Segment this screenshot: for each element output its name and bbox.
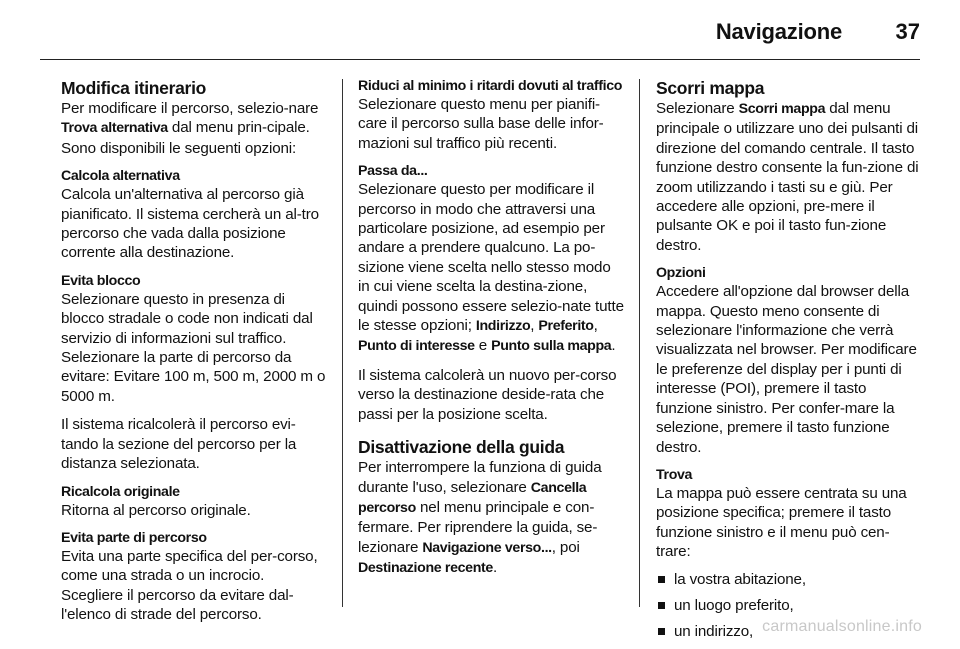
- paragraph-ricalcola-originale: Ritorna al percorso originale.: [61, 501, 251, 519]
- column-1: [61, 77, 326, 625]
- page-number: 37: [895, 19, 920, 44]
- list-item: la vostra abitazione,: [656, 570, 922, 589]
- column-divider-2: [639, 79, 640, 607]
- section-heading-disattivazione: Disattivazione della guida: [358, 437, 565, 458]
- subheading-evita-parte: Evita parte di percorso: [61, 529, 207, 546]
- subheading-evita-blocco: Evita blocco: [61, 272, 141, 289]
- paragraph-trova: La mappa può essere centrata su una posizione specifica; premere il tasto funzione sinistro e il menu può cen-trare:: [656, 484, 907, 561]
- site-watermark: carmanualsonline.info: [762, 618, 922, 635]
- paragraph-disattivazione: Per interrompere la funziona di guida durante l'uso, selezionare Cancella percorso nel menu principale e con-fermare. Per riprendere la guida, se-lezionare Navigazione verso..., poi Destinazione recente.: [358, 459, 602, 577]
- subheading-trova: Trova: [656, 466, 693, 483]
- paragraph-evita-parte: Evita una parte specifica del per-corso, come una strada o un incrocio. Scegliere il percorso da evitare dal-l'elenco di strade del percorso.: [61, 547, 318, 624]
- page-title: Navigazione: [715, 19, 842, 44]
- subheading-ricalcola-originale: Ricalcola originale: [61, 483, 180, 500]
- header-divider: [40, 59, 920, 60]
- intro-paragraph: Per modificare il percorso, selezio-nare Trova alternativa dal menu prin-cipale. Sono disponibili le seguenti opzioni:: [61, 100, 319, 157]
- column-3: [656, 77, 922, 649]
- section-heading-modifica: Modifica itinerario: [61, 78, 207, 98]
- list-item: un luogo preferito,: [656, 596, 922, 615]
- paragraph-calcola-alternativa: Calcola un'alternativa al percorso già pianificato. Il sistema cercherà un al-tro percorso che vada dalla posizione corrente alla destinazione.: [61, 186, 319, 262]
- section-heading-scorri-mappa: Scorri mappa: [656, 78, 765, 98]
- subheading-calcola-alternativa: Calcola alternativa: [61, 168, 180, 185]
- paragraph-scorri-mappa: Selezionare Scorri mappa dal menu principale o utilizzare uno dei pulsanti di direzione del comando centrale. Il tasto funzione destro consente la fun-zione di zoom utilizzando i tasti su e giù. Per accedere alle opzioni, pre-mere il pulsante OK e poi il tasto fun-zione destro.: [656, 100, 919, 254]
- subheading-opzioni: Opzioni: [656, 265, 706, 282]
- column-2: [358, 77, 625, 579]
- paragraph-riduci-ritardi: Selezionare questo menu per pianifi-care il percorso sulla base delle infor-mazioni sul traffico più recenti.: [358, 96, 604, 152]
- paragraph-ricalcolo: Il sistema ricalcolerà il percorso evi-tando la sezione del percorso per la distanza selezionata.: [61, 416, 297, 473]
- paragraph-nuovo-percorso: Il sistema calcolerà un nuovo per-corso verso la destinazione deside-rata che passi per la posizione scelta.: [358, 366, 617, 423]
- paragraph-evita-blocco: Selezionare questo in presenza di blocco stradale o code non indicati dal servizio di informazioni sul traffico. Selezionare la parte di percorso da evitare: Evitare 100 m, 500 m, 2000 m o 5000 m.: [61, 290, 326, 405]
- paragraph-opzioni: Accedere all'opzione dal browser della mappa. Questo meno consente di selezionare l'informazione che verrà visualizzata nel browser. Per modificare le preferenze del display per i punti di interesse (POI), premere il tasto funzione sinistro. Per confer-mare la selezione, premere il tasto funzione destro.: [656, 283, 917, 456]
- subheading-passa-da: Passa da...: [358, 163, 428, 180]
- subheading-riduci-ritardi: Riduci al minimo i ritardi dovuti al traffico: [358, 78, 623, 94]
- paragraph-passa-da: Selezionare questo per modificare il percorso in modo che attraversi una particolare posizione, ad esempio per andare a prendere qualcuno. La po-sizione viene scelta nello stesso modo in cui viene scelta la destina-zione, quindi possono essere selezio-nate tutte le stesse opzioni; Indirizzo, Preferito, Punto di interesse e Punto sulla mappa.: [358, 181, 624, 355]
- list-item: un indirizzo,: [656, 622, 922, 641]
- column-divider-1: [342, 79, 343, 607]
- page-header: [0, 0, 960, 60]
